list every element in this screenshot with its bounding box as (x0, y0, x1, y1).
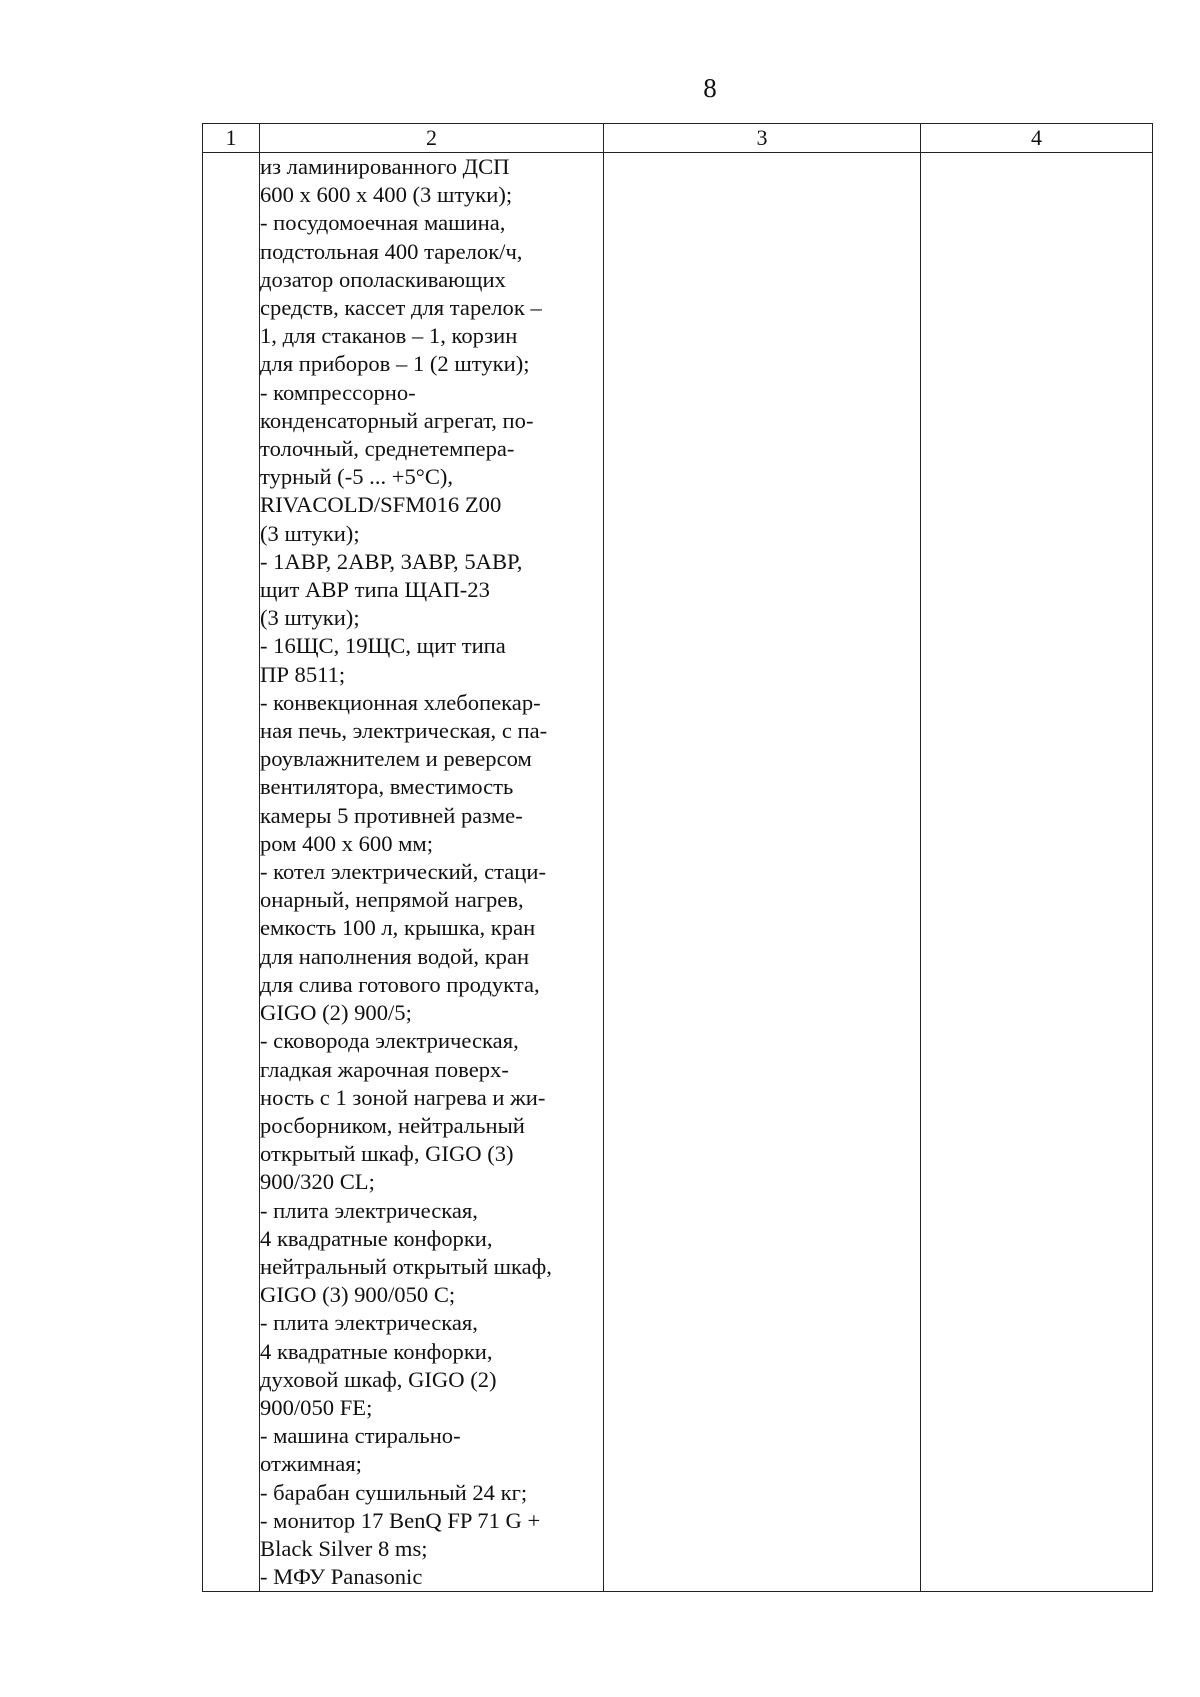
text-line: - барабан сушильный 24 кг; (260, 1479, 528, 1505)
cell-col-2-equipment-list (260, 153, 604, 1592)
text-line: (3 штуки); (260, 605, 360, 631)
text-line: для наполнения водой, кран (260, 943, 530, 969)
text-line: - 1АВР, 2АВР, 3АВР, 5АВР, (260, 548, 523, 574)
table-header-row (203, 124, 1153, 153)
text-line: Black Silver 8 ms; (260, 1535, 428, 1561)
text-line: RIVACOLD/SFM016 Z00 (260, 492, 502, 518)
cell-col-3 (604, 153, 921, 1592)
text-line: турный (-5 ... +5°С), (260, 464, 454, 490)
cell-col-4 (921, 153, 1153, 1592)
text-line: - котел электрический, стаци- (260, 859, 546, 885)
text-line: - конвекционная хлебопекар- (260, 689, 541, 715)
text-line: емкость 100 л, крышка, кран (260, 915, 536, 941)
text-line: - сковорода электрическая, (260, 1028, 519, 1054)
table-row (203, 153, 1153, 1592)
text-line: - монитор 17 BenQ FP 71 G + (260, 1507, 541, 1533)
text-line: ПР 8511; (260, 661, 346, 687)
text-line: для слива готового продукта, (260, 971, 540, 997)
text-line: онарный, непрямой нагрев, (260, 887, 524, 913)
text-line: GIGO (3) 900/050 С; (260, 1282, 456, 1308)
text-line: - 16ЩС, 19ЩС, щит типа (260, 633, 506, 659)
header-col-4: 4 (921, 124, 1153, 153)
text-line: - плита электрическая, (260, 1310, 478, 1336)
text-line: роувлажнителем и реверсом (260, 746, 532, 772)
header-col-1: 1 (203, 124, 260, 153)
text-line: ром 400 х 600 мм; (260, 830, 434, 856)
text-line: средств, кассет для тарелок – (260, 295, 542, 321)
text-line: нейтральный открытый шкаф, (260, 1253, 552, 1279)
text-line: 600 х 600 х 400 (3 штуки); (260, 182, 513, 208)
text-line: - плита электрическая, (260, 1197, 478, 1223)
equipment-table (202, 123, 1153, 1592)
text-line: - МФУ Panasonic (260, 1564, 423, 1590)
text-line: - посудомоечная машина, (260, 210, 506, 236)
text-line: 4 квадратные конфорки, (260, 1338, 493, 1364)
text-line: ная печь, электрическая, с па- (260, 718, 548, 744)
text-line: подстольная 400 тарелок/ч, (260, 238, 523, 264)
header-col-2: 2 (260, 124, 604, 153)
page-number: 8 (703, 73, 717, 103)
text-line: духовой шкаф, GIGO (2) (260, 1366, 497, 1392)
text-line: (3 штуки); (260, 520, 360, 546)
text-line: из ламинированного ДСП (260, 154, 510, 179)
text-line: толочный, среднетемпера- (260, 436, 515, 462)
text-line: ность с 1 зоной нагрева и жи- (260, 1084, 546, 1110)
text-line: GIGO (2) 900/5; (260, 1000, 412, 1026)
text-line: конденсаторный агрегат, по- (260, 407, 534, 433)
text-line: для приборов – 1 (2 штуки); (260, 351, 530, 377)
text-line: гладкая жарочная поверх- (260, 1056, 509, 1082)
header-col-3: 3 (604, 124, 921, 153)
text-line: 1, для стаканов – 1, корзин (260, 323, 518, 349)
text-line: вентилятора, вместимость (260, 774, 514, 800)
text-line: 900/320 CL; (260, 1169, 375, 1195)
text-line: дозатор ополаскивающих (260, 266, 506, 292)
text-line: - машина стирально- (260, 1423, 461, 1449)
cell-col-1 (203, 153, 260, 1592)
text-line: открытый шкаф, GIGO (3) (260, 1141, 514, 1167)
text-line: 900/050 FE; (260, 1394, 373, 1420)
text-line: щит АВР типа ЩАП-23 (260, 577, 490, 603)
text-line: росборником, нейтральный (260, 1112, 525, 1138)
text-line: - компрессорно- (260, 379, 416, 405)
text-line: отжимная; (260, 1451, 362, 1477)
text-line: 4 квадратные конфорки, (260, 1225, 493, 1251)
text-line: камеры 5 противней разме- (260, 802, 523, 828)
